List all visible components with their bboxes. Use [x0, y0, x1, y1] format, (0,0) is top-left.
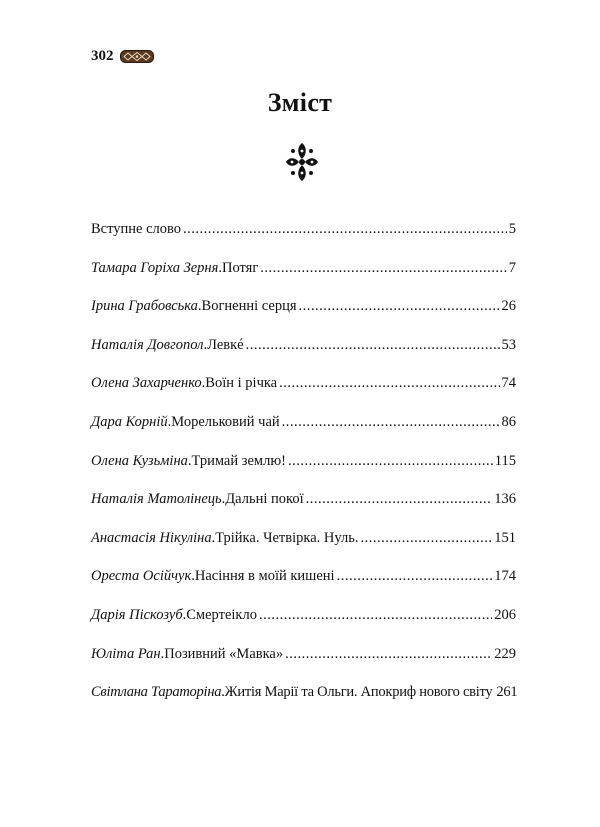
toc-page: 136: [494, 491, 516, 508]
folk-ornament-band-icon: [120, 50, 154, 63]
toc-page: 229: [494, 645, 516, 662]
toc-page: 26: [501, 298, 516, 315]
toc-title: Смертеікло: [186, 606, 257, 623]
toc-separator: .: [218, 259, 222, 276]
toc-title: Тримай землю!: [191, 452, 286, 469]
toc-leader-dots: [285, 646, 492, 663]
toc-separator: .: [221, 491, 226, 508]
toc-entry[interactable]: [91, 491, 516, 530]
toc-author: Світлана Тараторіна: [91, 684, 222, 701]
page-title: Зміст: [267, 88, 333, 117]
toc-leader-dots: [360, 530, 492, 547]
toc-leader-dots: [288, 453, 493, 470]
toc-author: Олена Захарченко: [91, 375, 202, 392]
toc-title: Позивний «Мавка»: [164, 645, 284, 662]
toc-page: 115: [494, 452, 516, 469]
toc-entry[interactable]: [91, 260, 516, 299]
toc-title: Насіння в моїй кишені: [194, 568, 335, 585]
toc-author: Дара Корній: [91, 413, 168, 430]
toc-separator: .: [182, 606, 187, 623]
toc-author: Ореста Осійчук: [91, 568, 192, 585]
toc-author: Тамара Горіха Зерня: [91, 259, 219, 276]
toc-author: Дарія Піскозуб: [91, 606, 183, 623]
toc-entry[interactable]: [91, 646, 516, 685]
toc-entry[interactable]: [91, 684, 516, 723]
toc-page: 86: [501, 413, 516, 430]
toc-title: Дальні покої: [225, 491, 304, 508]
toc-separator: .: [221, 684, 225, 701]
toc-separator: .: [211, 529, 216, 546]
toc-title: Трійка. Четвірка. Нуль.: [215, 529, 359, 546]
toc-separator: .: [187, 452, 192, 469]
toc-title: Потяг: [222, 259, 259, 276]
toc-author: Наталія Довгопол: [91, 336, 204, 353]
toc-page: 174: [494, 568, 516, 585]
toc-leader-dots: [306, 491, 493, 508]
toc-leader-dots: [282, 414, 500, 431]
toc-author: Наталія Матолінець: [91, 491, 222, 508]
toc-leader-dots: [299, 298, 500, 315]
page-number: 302: [91, 48, 114, 64]
toc-leader-dots: [259, 607, 492, 624]
table-of-contents: [91, 221, 516, 723]
toc-leader-dots: [260, 260, 506, 277]
toc-title: Воїн і річка: [205, 375, 278, 392]
toc-title: Житія Марії та Ольги. Апокриф нового світу: [224, 684, 493, 701]
toc-title: Вступне слово: [91, 221, 182, 237]
toc-page: 74: [501, 375, 516, 392]
toc-entry[interactable]: [91, 453, 516, 492]
toc-entry[interactable]: [91, 337, 516, 376]
flower-cross-ornament-icon: [284, 140, 320, 184]
toc-entry[interactable]: [91, 221, 516, 260]
toc-entry[interactable]: [91, 607, 516, 646]
toc-leader-dots: [183, 221, 507, 238]
toc-separator: .: [160, 645, 165, 662]
toc-page: 206: [494, 606, 516, 623]
toc-title: Левкé: [207, 336, 244, 353]
toc-entry[interactable]: [91, 298, 516, 337]
toc-page: 7: [508, 259, 516, 276]
toc-entry[interactable]: [91, 530, 516, 569]
toc-page: 261: [496, 684, 518, 701]
toc-entry[interactable]: [91, 414, 516, 453]
toc-separator: .: [167, 413, 172, 430]
toc-author: Юліта Ран: [91, 645, 161, 662]
toc-author: Анастасія Нікуліна: [91, 529, 212, 546]
toc-page: 53: [501, 336, 516, 353]
toc-leader-dots: [279, 375, 499, 392]
toc-separator: .: [197, 298, 202, 315]
toc-leader-dots: [337, 568, 493, 585]
toc-entry[interactable]: [91, 568, 516, 607]
toc-separator: .: [203, 336, 208, 353]
toc-separator: .: [191, 568, 195, 585]
toc-title: Морельковий чай: [171, 413, 280, 430]
toc-leader-dots: [246, 337, 500, 354]
toc-separator: .: [201, 375, 206, 392]
toc-author: Ірина Грабовська: [91, 298, 198, 315]
toc-title: Вогненні серця: [201, 298, 297, 315]
toc-page: 151: [494, 529, 516, 546]
toc-author: Олена Кузьміна: [91, 452, 188, 469]
toc-entry[interactable]: [91, 375, 516, 414]
toc-page: 5: [508, 221, 516, 237]
